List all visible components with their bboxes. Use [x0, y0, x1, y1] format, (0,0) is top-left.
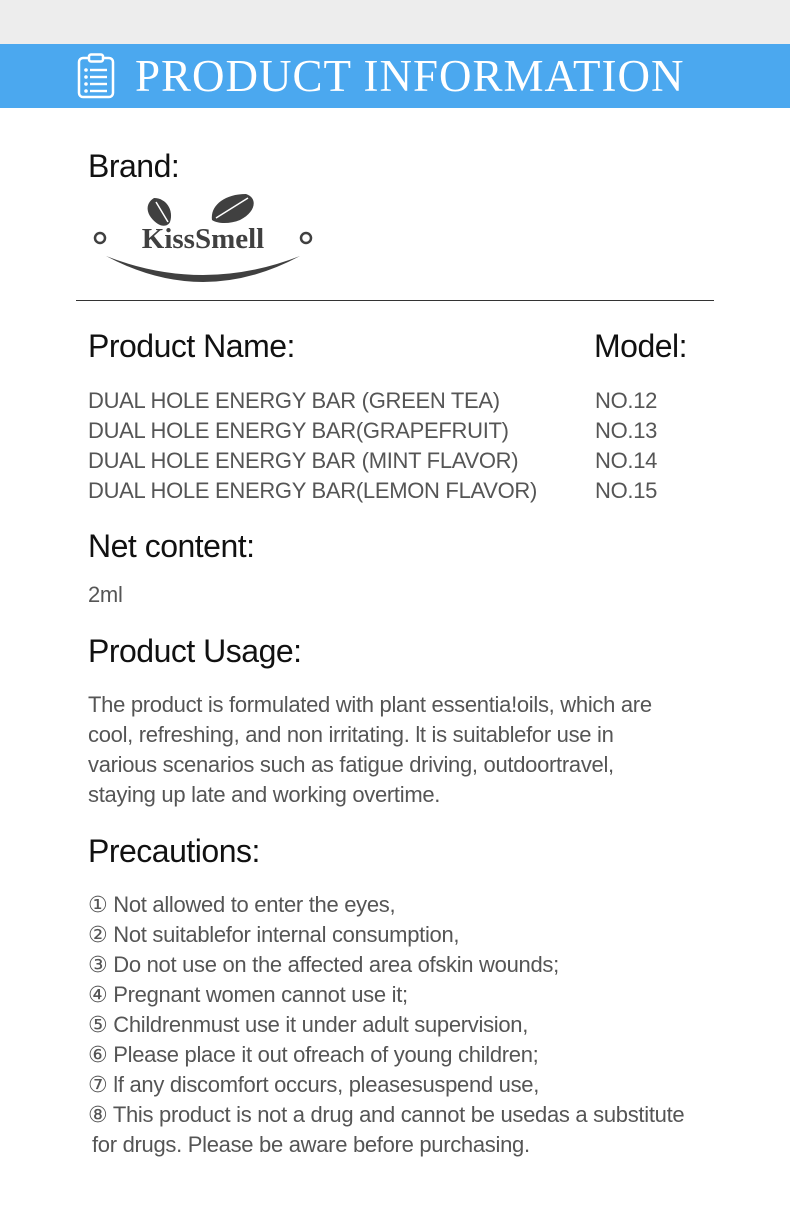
- precaution-item: ② Not suitablefor internal consumption,: [88, 922, 460, 947]
- product-name-label: Product Name:: [88, 328, 295, 364]
- net-content-label: Net content:: [88, 528, 255, 564]
- precaution-item-continuation: for drugs. Please be aware before purchasing.: [92, 1132, 530, 1157]
- precaution-item: ⑦ lf any discomfort occurs, pleasesuspend use,: [88, 1072, 540, 1097]
- model-item: NO.12: [595, 388, 658, 413]
- net-content-value: 2ml: [88, 582, 123, 607]
- brand-logo: [88, 186, 318, 290]
- product-name-item: DUAL HOLE ENERGY BAR(LEMON FLAVOR): [88, 478, 538, 503]
- model-item: NO.15: [595, 478, 658, 503]
- clipboard-icon: [77, 53, 115, 99]
- precaution-item: ⑥ Please place it out ofreach of young children;: [88, 1042, 539, 1067]
- product-name-item: DUAL HOLE ENERGY BAR(GRAPEFRUIT): [88, 418, 509, 443]
- page-title: PRODUCT INFORMATION: [135, 51, 685, 101]
- usage-line: various scenarios such as fatigue driving, outdoortravel,: [88, 752, 614, 777]
- precaution-item: ① Not allowed to enter the eyes,: [88, 892, 396, 917]
- logo-wordmark: KissSmell: [141, 223, 265, 255]
- section-divider: [76, 300, 714, 301]
- usage-label: Product Usage:: [88, 633, 302, 669]
- model-item: NO.14: [595, 448, 658, 473]
- header-banner: [0, 44, 790, 108]
- precaution-item: ④ Pregnant women cannot use it;: [88, 982, 408, 1007]
- precautions-label: Precautions:: [88, 833, 260, 869]
- usage-text: [88, 690, 738, 810]
- product-name-item: DUAL HOLE ENERGY BAR (GREEN TEA): [88, 388, 500, 413]
- model-item: NO.13: [595, 418, 658, 443]
- product-name-item: DUAL HOLE ENERGY BAR (MINT FLAVOR): [88, 448, 519, 473]
- precautions-list: [88, 890, 684, 1160]
- precaution-item: ③ Do not use on the affected area ofskin wounds;: [88, 952, 559, 977]
- usage-line: cool, refreshing, and non irritating. lt is suitablefor use in: [88, 722, 614, 747]
- precaution-item: ⑧ This product is not a drug and cannot be usedas a substitute: [88, 1102, 685, 1127]
- top-strip: [0, 0, 790, 44]
- precaution-item: ⑤ Childrenmust use it under adult supervision,: [88, 1012, 529, 1037]
- brand-label: Brand:: [88, 148, 180, 184]
- model-list: [595, 386, 657, 506]
- usage-line: The product is formulated with plant essentia!oils, which are: [88, 692, 652, 717]
- model-label: Model:: [594, 328, 688, 364]
- usage-line: staying up late and working overtime.: [88, 782, 441, 807]
- product-name-list: [88, 386, 537, 506]
